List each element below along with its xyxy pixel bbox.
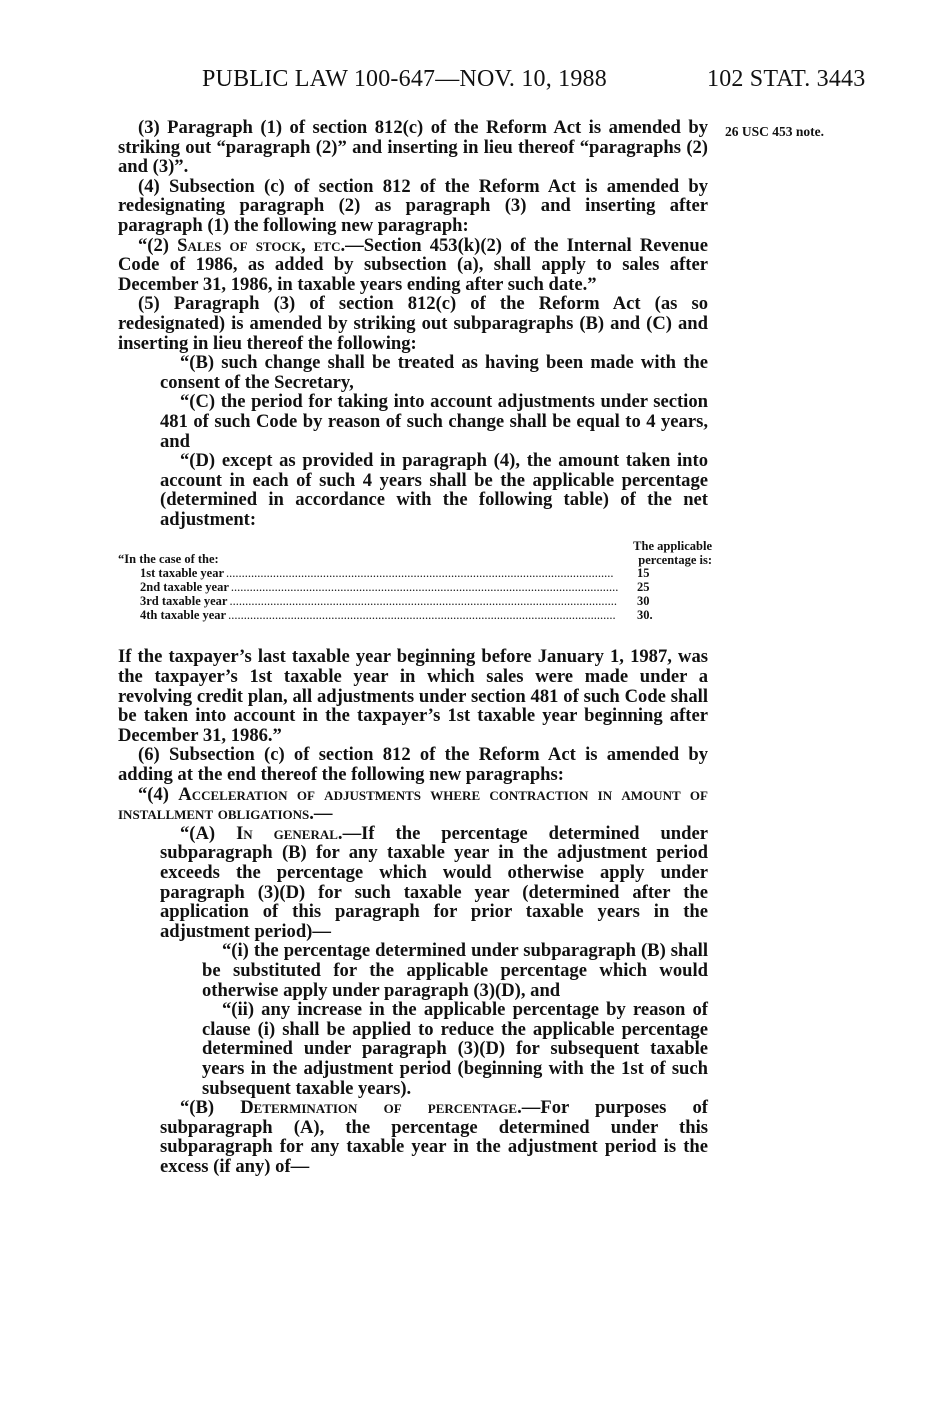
table-row: 3rd taxable year ............................................................................................................................ 30 [140, 594, 650, 609]
clause-i: “(i) the percentage determined under subparagraph (B) shall be substituted for the applicable percentage which would otherwise apply under paragraph (3)(D), and [202, 940, 708, 1001]
percentage-table [118, 539, 712, 639]
table-row: 1st taxable year ............................................................................................................................ 15 [140, 566, 650, 581]
subparagraph-d: “(D) except as provided in paragraph (4), the amount taken into account in each of such 4 years shall be the applicable percentage (determined in accordance with the following table) of the net adjustment: [160, 450, 708, 530]
margin-note: 26 USC 453 note. [725, 124, 825, 139]
section-heading-in-general: In general. [236, 822, 343, 844]
paragraph-6-quoted: “(4) Acceleration of adjustments where contraction in amount of installment obligations.— [118, 783, 708, 825]
subparagraph-b: “(B) such change shall be treated as having been made with the consent of the Secretary, [160, 352, 708, 393]
page-header-title: PUBLIC LAW 100-647—NOV. 10, 1988 [202, 66, 607, 92]
page-header-stat: 102 STAT. 3443 [707, 66, 866, 92]
paragraph-4: (4) Subsection (c) of section 812 of the Reform Act is amended by redesignating paragraph (2) as paragraph (3) and inserting after paragraph (1) the following new paragraph: [118, 175, 708, 236]
subparagraph-c: “(C) the period for taking into account adjustments under section 481 of such Code by reason of such change shall be equal to 4 years, and [160, 391, 708, 452]
section-heading-acceleration: Acceleration of adjustments where contraction in amount of installment obligations. [118, 783, 708, 825]
table-header-left: “In the case of the: [118, 552, 219, 567]
paragraph-6: (6) Subsection (c) of section 812 of the Reform Act is amended by adding at the end thereof the following new paragraphs: [118, 744, 708, 786]
paragraph-3: (3) Paragraph (1) of section 812(c) of the Reform Act is amended by striking out “paragraph (2)” and inserting in lieu thereof “paragraphs (2) and (3)”. [118, 117, 708, 178]
table-row: 2nd taxable year ............................................................................................................................ 25 [140, 580, 650, 595]
quote-prefix: “(2) [138, 234, 178, 256]
table-row: 4th taxable year ............................................................................................................................ 30. [140, 608, 653, 623]
section-heading-sales-of-stock: Sales of stock, etc. [177, 234, 346, 256]
paragraph-5: (5) Paragraph (3) of section 812(c) of the Reform Act (as so redesignated) is amended by striking out subparagraphs (B) and (C) and inserting in lieu thereof the following: [118, 293, 708, 354]
quote-text: —Section 453(k)(2) of the Internal Revenue Code of 1986, as added by subsection (a), shall apply to sales after December 31, 1986, in taxable years ending after such date.” [118, 234, 708, 295]
body-text [118, 117, 712, 1177]
section-heading-determination: Determination of percentage. [240, 1097, 522, 1119]
table-header-right: The applicable percentage is: [633, 539, 712, 568]
paragraph-4-quoted [118, 236, 708, 295]
subparagraph-4a: “(A) In general.—If the percentage determined under subparagraph (B) for any taxable year in the adjustment period exceeds the percentage which would otherwise apply under paragraph (3)(D) for such taxable year (determined after the application of this paragraph for prior taxable years in the adjustment period)— [160, 822, 708, 942]
subparagraph-4b: “(B) Determination of percentage.—For purposes of subparagraph (A), the percentage determined under this subparagraph for any taxable year in the adjustment period is the excess (if any) of— [160, 1097, 708, 1177]
clause-ii: “(ii) any increase in the applicable percentage by reason of clause (i) shall be applied to reduce the applicable percentage determined under paragraph (3)(D) for subsequent taxable years in the adjustment period (beginning with the 1st of such subsequent taxable years). [202, 999, 708, 1099]
after-table-paragraph: If the taxpayer’s last taxable year beginning before January 1, 1987, was the taxpayer’s 1st taxable year in which sales were made under a revolving credit plan, all adjustments under section 481 of such Code shall be taken into account in the taxpayer’s 1st taxable year beginning after December 31, 1986.” [118, 646, 708, 746]
